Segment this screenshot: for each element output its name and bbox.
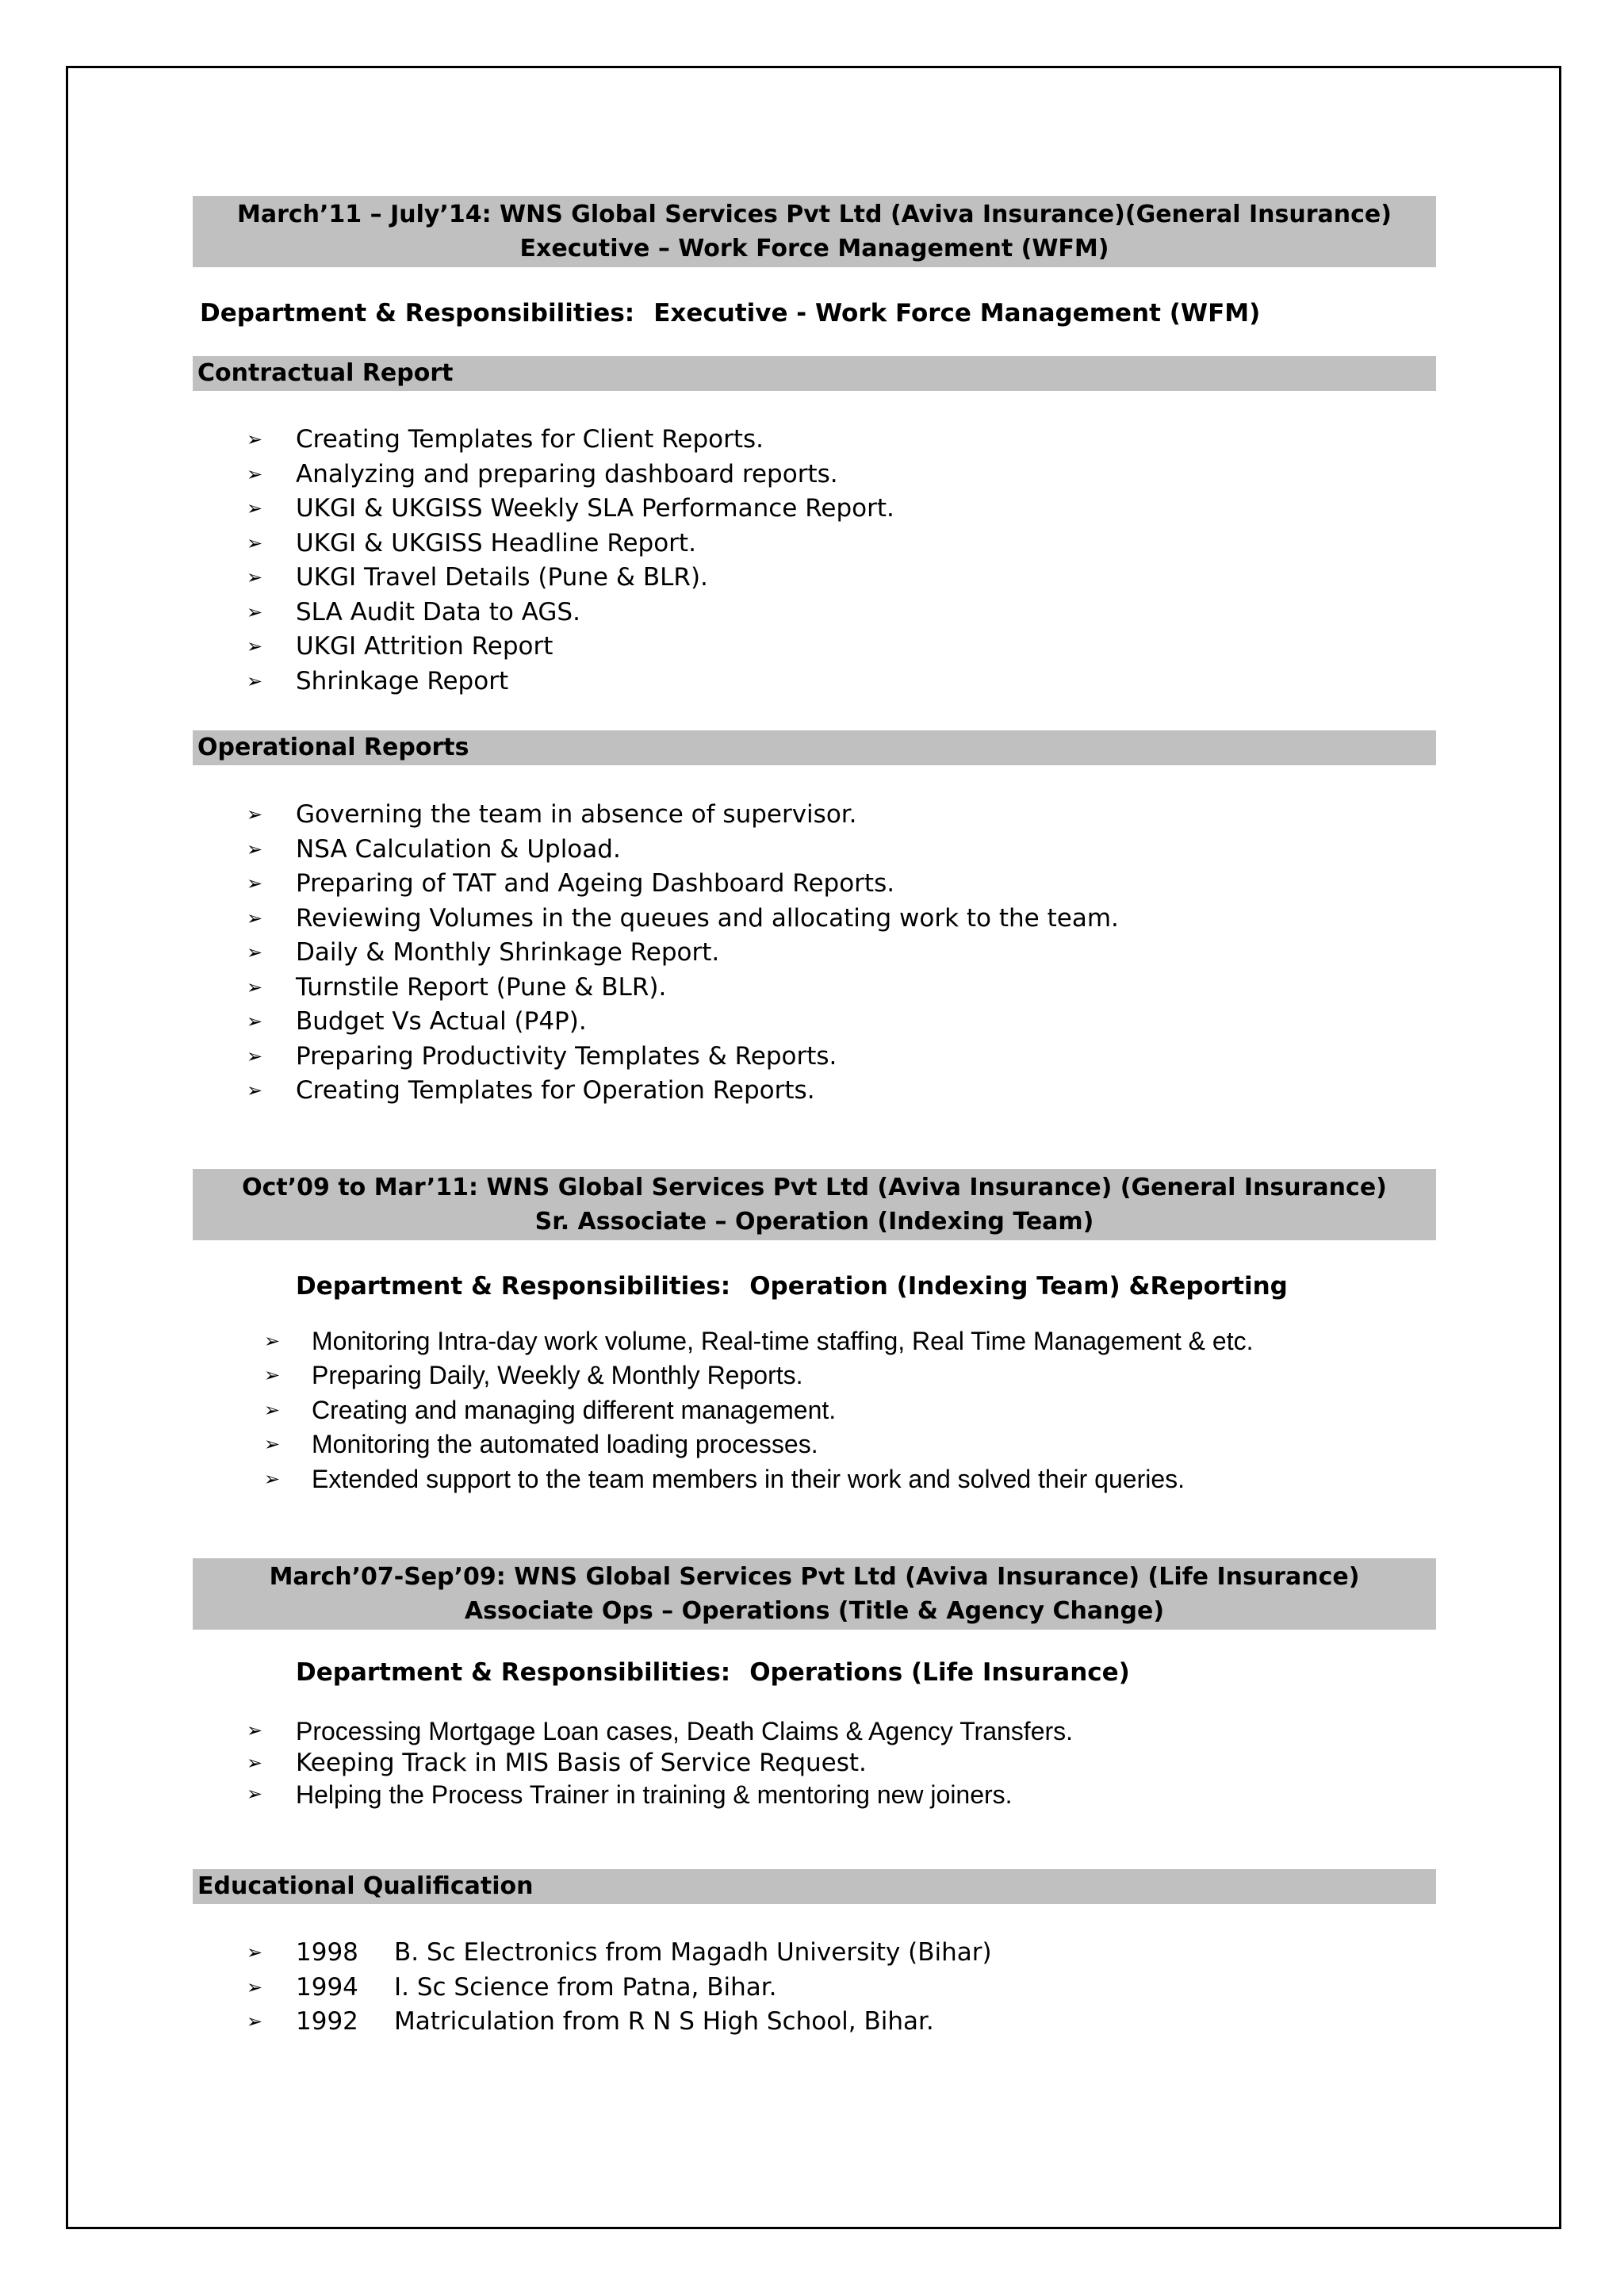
section-heading-contractual: Contractual Report xyxy=(193,356,1436,391)
bullet-arrow-icon: ➢ xyxy=(247,1975,263,1998)
department-value: Operations (Life Insurance) xyxy=(749,1658,1130,1687)
list-item: ➢ Shrinkage Report xyxy=(193,665,1436,699)
education-year: 1998 xyxy=(296,1938,358,1967)
operational-report-list xyxy=(193,798,1436,1109)
list-item xyxy=(193,2005,1436,2040)
job-title-line1: Oct’09 to Mar’11: WNS Global Services Pvt Ltd (Aviva Insurance) (General Insurance) xyxy=(242,1173,1387,1201)
bullet-arrow-icon: ➢ xyxy=(247,803,263,826)
list-item: ➢ Creating Templates for Client Reports. xyxy=(193,423,1436,458)
list-item: ➢ Keeping Track in MIS Basis of Service Request. xyxy=(247,1749,867,1777)
department-label: Department & Responsibilities: xyxy=(200,299,635,328)
education-year: 1992 xyxy=(296,2007,358,2036)
department-value: Operation (Indexing Team) &Reporting xyxy=(749,1271,1288,1301)
education-detail: B. Sc Electronics from Magadh University (Bihar) xyxy=(394,1938,992,1967)
list-item: ➢ Budget Vs Actual (P4P). xyxy=(193,1005,1436,1040)
list-item xyxy=(193,1936,1436,1971)
bullet-arrow-icon: ➢ xyxy=(247,1010,263,1033)
indexing-responsibility-list xyxy=(193,1324,1436,1497)
department-line-life xyxy=(193,1657,1436,1688)
department-label: Department & Responsibilities: xyxy=(296,1271,731,1301)
list-item: ➢ Monitoring Intra-day work volume, Real-time staffing, Real Time Management & etc. xyxy=(193,1324,1436,1359)
list-item: ➢ UKGI Attrition Report xyxy=(193,630,1436,665)
job-header-indexing xyxy=(193,1169,1436,1240)
list-item: ➢ Analyzing and preparing dashboard reports. xyxy=(193,458,1436,492)
education-year: 1994 xyxy=(296,1972,358,2002)
bullet-arrow-icon: ➢ xyxy=(247,635,263,657)
list-item: ➢ Monitoring the automated loading processes. xyxy=(193,1427,1436,1462)
life-responsibility-list xyxy=(193,1715,1436,1810)
education-list xyxy=(193,1936,1436,2040)
bullet-arrow-icon: ➢ xyxy=(247,462,263,485)
list-item: ➢ Reviewing Volumes in the queues and allocating work to the team. xyxy=(193,902,1436,937)
section-heading-operational: Operational Reports xyxy=(193,730,1436,765)
department-label: Department & Responsibilities: xyxy=(296,1658,731,1687)
job-title-line1: March’07-Sep’09: WNS Global Services Pvt Ltd (Aviva Insurance) (Life Insurance) xyxy=(269,1563,1360,1591)
bullet-arrow-icon: ➢ xyxy=(247,428,263,450)
bullet-arrow-icon: ➢ xyxy=(264,1330,281,1352)
job-title-line2: Sr. Associate – Operation (Indexing Team) xyxy=(534,1207,1094,1236)
job-header-wfm xyxy=(193,196,1436,267)
list-item: ➢ Helping the Process Trainer in training & mentoring new joiners. xyxy=(247,1780,1013,1809)
job-title-line2: Associate Ops – Operations (Title & Agency Change) xyxy=(464,1597,1165,1625)
list-item: ➢ Preparing Daily, Weekly & Monthly Reports. xyxy=(193,1358,1436,1393)
list-item: ➢ UKGI Travel Details (Pune & BLR). xyxy=(193,561,1436,596)
bullet-arrow-icon: ➢ xyxy=(247,1784,263,1805)
bullet-arrow-icon: ➢ xyxy=(247,941,263,964)
department-line-wfm xyxy=(193,297,1436,329)
bullet-arrow-icon: ➢ xyxy=(247,497,263,519)
list-item: ➢ UKGI & UKGISS Headline Report. xyxy=(193,527,1436,561)
list-item: ➢ Daily & Monthly Shrinkage Report. xyxy=(193,936,1436,971)
bullet-arrow-icon: ➢ xyxy=(247,906,263,929)
bullet-arrow-icon: ➢ xyxy=(247,872,263,895)
bullet-arrow-icon: ➢ xyxy=(247,1941,263,1964)
bullet-arrow-icon: ➢ xyxy=(247,975,263,998)
bullet-arrow-icon: ➢ xyxy=(247,2010,263,2033)
list-item: ➢ Preparing Productivity Templates & Reports. xyxy=(193,1040,1436,1075)
resume-content xyxy=(193,196,1436,2040)
list-item: ➢ Creating and managing different management. xyxy=(193,1393,1436,1428)
job-title-line1: March’11 – July’14: WNS Global Services Pvt Ltd (Aviva Insurance)(General Insurance) xyxy=(237,201,1392,228)
bullet-arrow-icon: ➢ xyxy=(264,1365,281,1386)
bullet-arrow-icon: ➢ xyxy=(247,837,263,860)
list-item: ➢ UKGI & UKGISS Weekly SLA Performance Report. xyxy=(193,492,1436,527)
bullet-arrow-icon: ➢ xyxy=(247,600,263,623)
list-item: ➢ Extended support to the team members in their work and solved their queries. xyxy=(193,1462,1436,1497)
list-item xyxy=(193,1971,1436,2006)
education-detail: Matriculation from R N S High School, Bihar. xyxy=(394,2007,934,2036)
job-header-life xyxy=(193,1558,1436,1630)
education-detail: I. Sc Science from Patna, Bihar. xyxy=(394,1972,777,2002)
bullet-arrow-icon: ➢ xyxy=(247,1079,263,1102)
list-item: ➢ Processing Mortgage Loan cases, Death Claims & Agency Transfers. xyxy=(247,1717,1074,1745)
bullet-arrow-icon: ➢ xyxy=(247,1720,263,1741)
list-item: ➢ Turnstile Report (Pune & BLR). xyxy=(193,971,1436,1006)
bullet-arrow-icon: ➢ xyxy=(247,1044,263,1067)
bullet-arrow-icon: ➢ xyxy=(264,1399,281,1421)
list-item: ➢ Creating Templates for Operation Reports. xyxy=(193,1074,1436,1109)
list-item: ➢ SLA Audit Data to AGS. xyxy=(193,596,1436,630)
bullet-arrow-icon: ➢ xyxy=(247,669,263,692)
department-value: Executive - Work Force Management (WFM) xyxy=(653,299,1261,328)
bullet-arrow-icon: ➢ xyxy=(247,1752,263,1774)
list-item: ➢ Governing the team in absence of supervisor. xyxy=(193,798,1436,833)
list-item: ➢ NSA Calculation & Upload. xyxy=(193,833,1436,868)
section-heading-education: Educational Qualification xyxy=(193,1869,1436,1904)
bullet-arrow-icon: ➢ xyxy=(247,566,263,588)
bullet-arrow-icon: ➢ xyxy=(264,1434,281,1455)
job-title-line2: Executive – Work Force Management (WFM) xyxy=(519,235,1109,262)
bullet-arrow-icon: ➢ xyxy=(247,531,263,554)
list-item: ➢ Preparing of TAT and Ageing Dashboard Reports. xyxy=(193,867,1436,902)
bullet-arrow-icon: ➢ xyxy=(264,1468,281,1490)
department-line-indexing xyxy=(193,1270,1436,1302)
contractual-report-list xyxy=(193,423,1436,699)
